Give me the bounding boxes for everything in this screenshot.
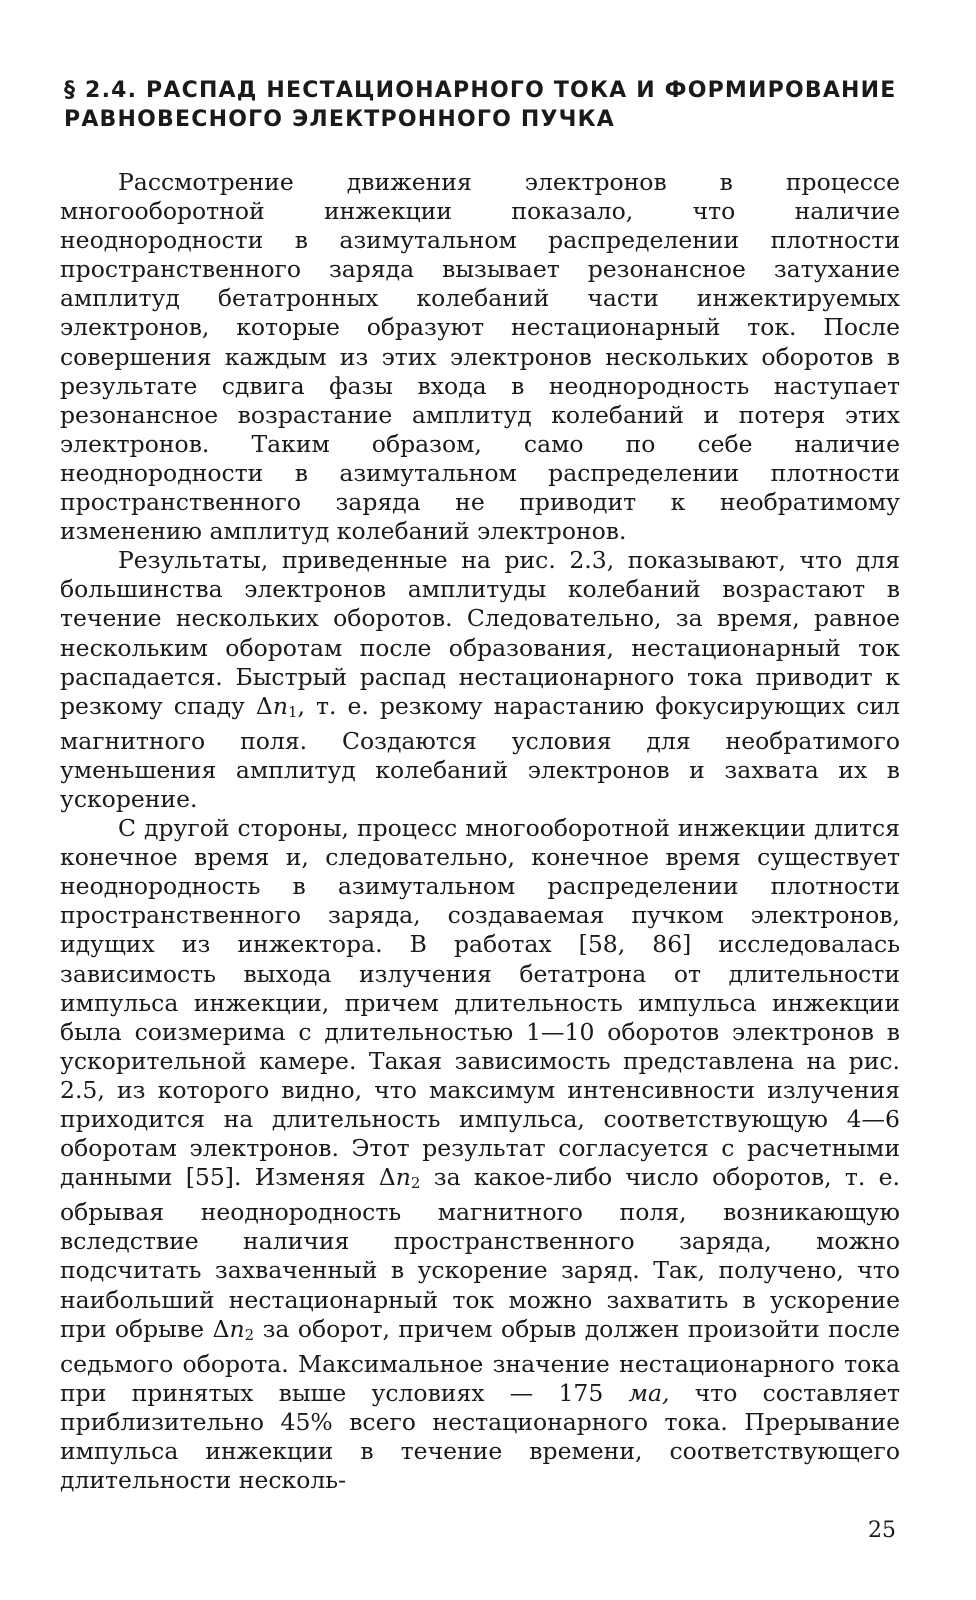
paragraph-3-text-b: за какое-либо число оборотов, т. е. обрывая неоднородность магнитного поля, возникающую вследствие наличия пространственного заряда, можно подсчитать захваченный в ускорение заряд. Так, получено, что наибольший нестационарный ток можно захватить в ускорение при обрыве Δ: [60, 1163, 900, 1343]
subscript-2: 2: [410, 1174, 421, 1193]
paragraph-3-text-a: С другой стороны, процесс многооборотной инжекции длится конечное время и, следовательно, конечное время существует неоднородность в азимутальном распределении плотности пространственного заряда, создаваемая пучком электронов, идущих из инжектора. В работах [58, 86] исследовалась зависимость выхода излучения бетатрона от длительности импульса инжекции, причем длительность импульса инжекции была соизмерима с длительностью 1—10 оборотов электронов в ускорительной камере. Такая зависимость представлена на рис. 2.5, из которого видно, что максимум интенсивности излучения приходится на длительность импульса, соответствующую 4—6 оборотам электронов. Этот результат согласуется с расчетными данными [55]. Изменяя Δ: [60, 814, 900, 1192]
symbol-n: n: [229, 1314, 245, 1343]
symbol-n: n: [272, 691, 288, 720]
paragraph-1-text: Рассмотрение движения электронов в процессе многооборотной инжекции показало, что наличие неоднородности в азимутальном распределении плотности пространственного заряда вызывает резонансное затухание амплитуд бетатронных колебаний части инжектируемых электронов, которые образуют нестационарный ток. После совершения каждым из этих электронов нескольких оборотов в результате сдвига фазы входа в неоднородность наступает резонансное возрастание амплитуд колебаний и потеря этих электронов. Таким образом, само по себе наличие неоднородности в азимутальном распределении плотности пространственного заряда не приводит к необратимому изменению амплитуд колебаний электронов.: [60, 168, 900, 546]
symbol-n: n: [395, 1163, 411, 1192]
paragraph-3-text-d: что составляет приблизительно 45% всего нестационарного тока. Прерывание импульса инжекции в течение времени, соответствующего длительности несколь-: [60, 1378, 900, 1495]
unit-ma: ма,: [628, 1378, 670, 1407]
section-heading-line-2: РАВНОВЕСНОГО ЭЛЕКТРОННОГО ПУЧКА: [64, 107, 615, 132]
page-content: [60, 76, 900, 1495]
subscript-1: 1: [287, 702, 298, 721]
paragraph-3: [60, 814, 900, 1495]
section-heading-line-1: § 2.4. РАСПАД НЕСТАЦИОНАРНОГО ТОКА И ФОРМИРОВАНИЕ: [64, 78, 897, 103]
section-heading: [64, 76, 900, 134]
paragraph-3-text-c: за оборот, причем обрыв должен произойти после седьмого оборота. Максимальное значение нестационарного тока при принятых выше условиях — 175: [60, 1314, 900, 1407]
paragraph-1: [60, 168, 900, 546]
paragraph-2-text-b: , т. е. резкому нарастанию фокусирующих сил магнитного поля. Создаются условия для необратимого уменьшения амплитуд колебаний электронов и захвата их в ускорение.: [60, 691, 900, 813]
page-number: 25: [868, 1518, 896, 1543]
paragraph-2-text-a: Результаты, приведенные на рис. 2.3, показывают, что для большинства электронов амплитуды колебаний возрастают в течение нескольких оборотов. Следовательно, за время, равное нескольким оборотам после образования, нестационарный ток распадается. Быстрый распад нестационарного тока приводит к резкому спаду Δ: [60, 546, 900, 720]
paragraph-2: [60, 546, 900, 814]
subscript-2: 2: [244, 1325, 255, 1344]
